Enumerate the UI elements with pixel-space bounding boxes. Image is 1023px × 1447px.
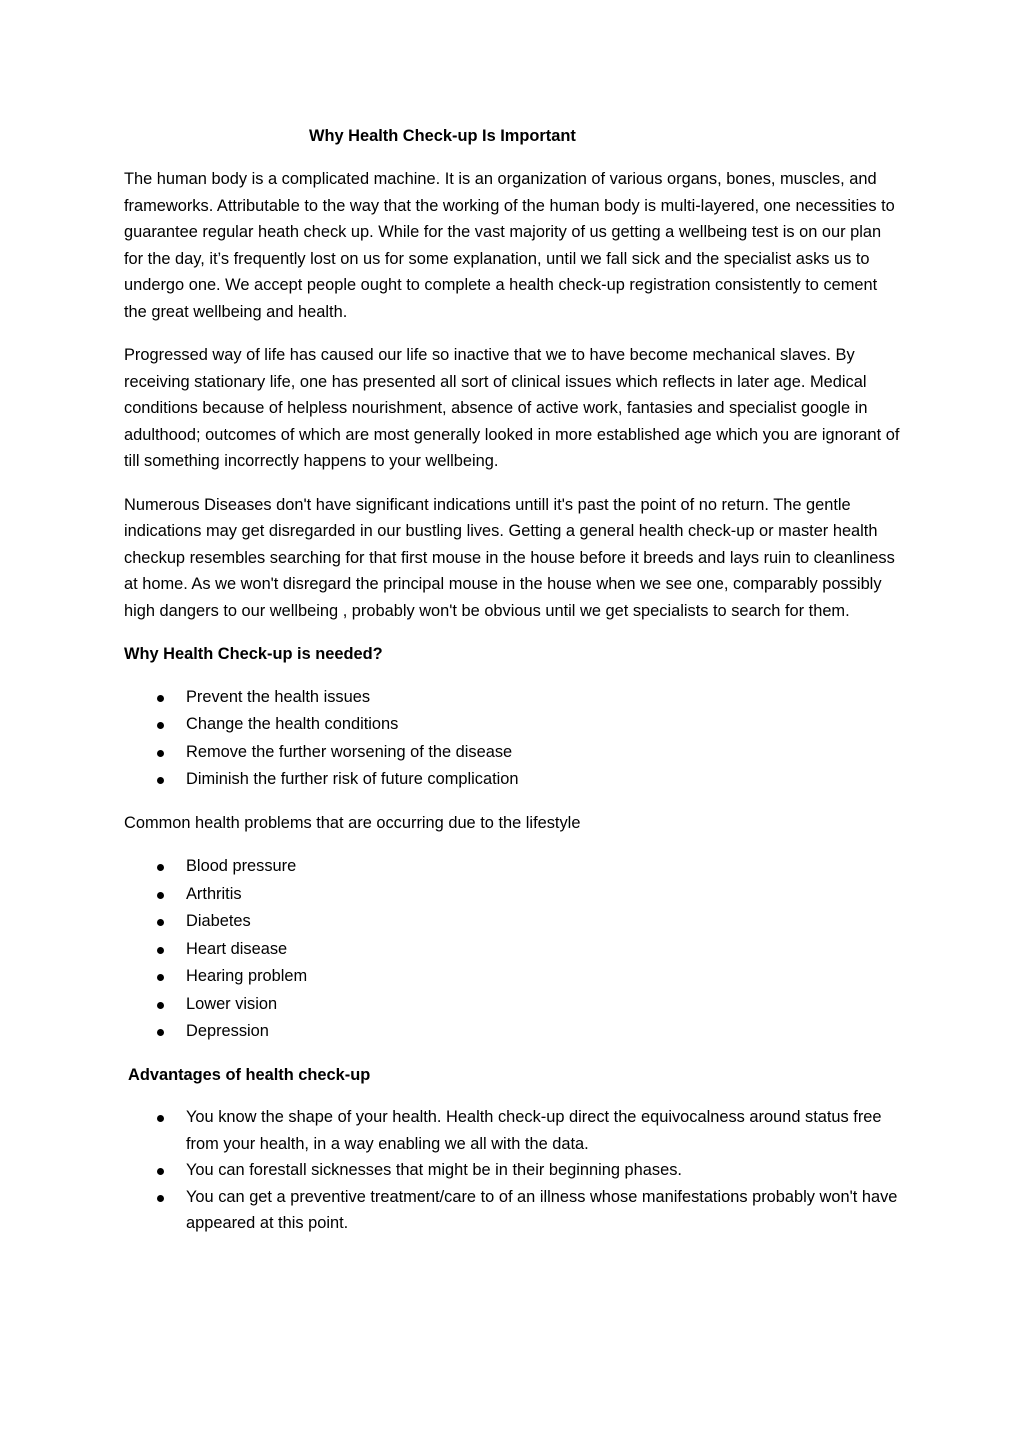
bullet-icon <box>157 947 164 954</box>
bullet-icon <box>157 919 164 926</box>
problems-list <box>124 853 902 1046</box>
list-item-text: Lower vision <box>186 994 278 1013</box>
document-title: Why Health Check-up Is Important <box>309 127 576 145</box>
bullet-icon <box>157 695 164 702</box>
list-item <box>124 1018 902 1046</box>
list-item <box>124 1184 902 1237</box>
list-item-text: Diabetes <box>186 912 251 930</box>
bullet-icon <box>157 892 164 899</box>
document-content <box>124 124 902 1253</box>
diseases-paragraph: Numerous Diseases don't have significant indications untill it's past the point of no return. The gentle indications may get disregarded in our bustling lives. Getting a general health check-up or master health checkup resembles searching for that first mouse in the house before it breeds and lays ruin to cleanliness at home. As we won't disregard the principal mouse in the house when we see one, comparably possibly high dangers to our wellbeing , probably won't be obvious until we get specialists to search for them. <box>124 495 895 620</box>
list-item <box>124 853 902 881</box>
list-item-text: Change the health conditions <box>186 715 399 733</box>
list-item <box>124 1104 902 1157</box>
list-item <box>124 1157 902 1184</box>
bullet-icon <box>157 974 164 981</box>
bullet-icon <box>157 777 164 784</box>
list-item-text: Diminish the further risk of future complication <box>186 770 519 788</box>
list-item <box>124 963 902 991</box>
list-item-text: You can get a preventive treatment/care to of an illness whose manifestations probably won't have appeared at this point. <box>186 1187 898 1232</box>
bullet-icon <box>157 1002 164 1009</box>
list-item <box>124 881 902 909</box>
bullet-icon <box>157 1195 164 1202</box>
list-item <box>124 908 902 936</box>
bullet-icon <box>157 864 164 871</box>
bullet-icon <box>157 750 164 757</box>
problems-intro: Common health problems that are occurring due to the lifestyle <box>124 813 581 832</box>
list-item-text: Blood pressure <box>186 857 297 875</box>
list-item-text: Hearing problem <box>186 967 308 985</box>
bullet-icon <box>157 1168 164 1175</box>
needed-heading: Why Health Check-up is needed? <box>124 645 383 663</box>
list-item <box>124 936 902 964</box>
list-item-text: You know the shape of your health. Health check-up direct the equivocalness around status free from your health, in a way enabling we all with the data. <box>186 1108 882 1153</box>
list-item-text: You can forestall sicknesses that might be in their beginning phases. <box>186 1161 682 1179</box>
intro-paragraph: The human body is a complicated machine. It is an organization of various organs, bones, muscles, and frameworks. Attributable to the way that the working of the human body is multi-layered, one necessities to guarantee regular heath check up. While for the vast majority of us getting a wellbeing test is on our plan for the day, it’s frequently lost on us for some explanation, until we fall sick and the specialist asks us to undergo one. We accept people ought to complete a health check-up registration consistently to cement the great wellbeing and health. <box>124 170 895 321</box>
list-item <box>124 711 902 739</box>
needed-list <box>124 684 902 794</box>
list-item-text: Prevent the health issues <box>186 687 371 706</box>
lifestyle-paragraph: Progressed way of life has caused our life so inactive that we to have become mechanical slaves. By receiving stationary life, one has presented all sort of clinical issues which reflects in later age. Medical conditions because of helpless nourishment, absence of active work, fantasies and specialist google in adulthood; outcomes of which are most generally looked in more established age which you are ignorant of till something incorrectly happens to your wellbeing. <box>124 346 900 470</box>
list-item <box>124 739 902 767</box>
list-item-text: Heart disease <box>186 939 288 958</box>
advantages-list <box>124 1104 902 1237</box>
list-item-text: Depression <box>186 1022 269 1040</box>
bullet-icon <box>157 722 164 729</box>
bullet-icon <box>157 1029 164 1036</box>
advantages-heading: Advantages of health check-up <box>128 1065 371 1084</box>
list-item-text: Remove the further worsening of the disease <box>186 742 513 761</box>
list-item <box>124 991 902 1019</box>
bullet-icon <box>157 1115 164 1122</box>
list-item <box>124 684 902 712</box>
list-item <box>124 766 902 794</box>
list-item-text: Arthritis <box>186 884 242 903</box>
